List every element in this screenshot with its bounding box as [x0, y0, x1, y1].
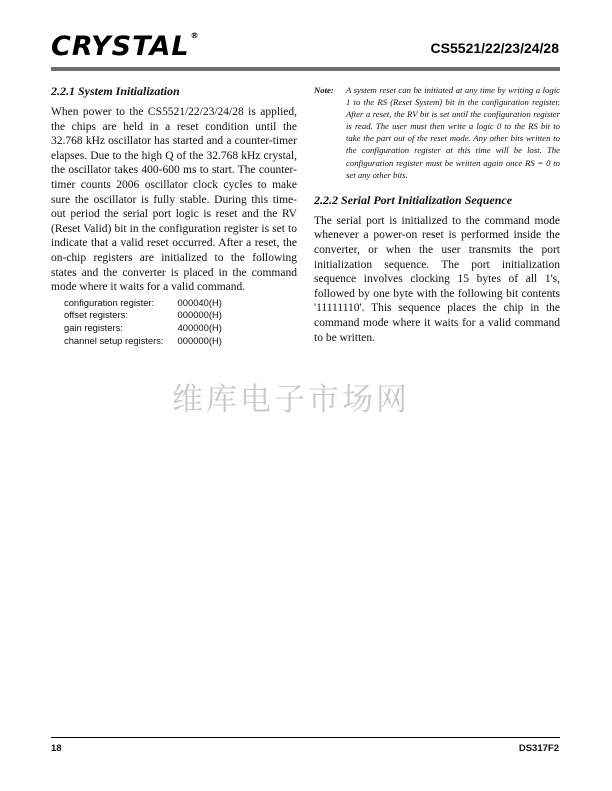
register-name: channel setup registers: — [64, 334, 164, 346]
logo-text: CRYSTAL — [51, 31, 190, 62]
header-rule — [51, 67, 560, 71]
registered-mark: ® — [190, 31, 200, 40]
document-title: CS5521/22/23/24/28 — [430, 40, 559, 56]
register-value: 000000(H) — [177, 309, 222, 321]
register-name: configuration register: — [64, 296, 155, 308]
note-text: A system reset can be initiated at any time by writing a logic 1 to the RS (Reset System) bit in the configuration register. After a reset, the RV bit is set until the configuration register is read. The user must then write a logic 0 to the RS bit to take the part out of the reset mode. Any other bits written to the configuration register at this time will be lost. The configuration register must be written again once RS = 0 to set any other bits. — [346, 85, 560, 180]
serial-port-initialization-paragraph: The serial port is initialized to the command mode whenever a power-on reset is performed inside the converter, or when the user transmits the port initialization sequence. The port initialization sequence involves clocking 15 bytes of all 1's, followed by one byte with the following bit contents '11111110'. This sequence places the chip in the command mode where it waits for a valid command to be written. — [314, 214, 560, 344]
section-heading-system-initialization: 2.2.1 System Initialization — [51, 84, 180, 98]
register-value: 000040(H) — [177, 296, 222, 308]
register-value: 400000(H) — [177, 321, 222, 333]
page-number: 18 — [51, 743, 62, 754]
register-name: gain registers: — [64, 321, 123, 333]
section-heading-serial-port-initialization: 2.2.2 Serial Port Initialization Sequence — [314, 192, 513, 207]
right-column — [314, 84, 560, 345]
footer-rule — [51, 737, 560, 738]
table-row — [64, 335, 222, 348]
note-label: Note: — [314, 85, 334, 95]
table-row — [64, 309, 222, 322]
crystal-logo — [51, 31, 200, 62]
register-value: 000000(H) — [177, 334, 222, 346]
table-row — [64, 297, 222, 310]
register-defaults-table — [64, 297, 222, 347]
document-id: DS317F2 — [518, 743, 559, 754]
reset-note — [314, 84, 560, 181]
table-row — [64, 322, 222, 335]
system-initialization-paragraph: When power to the CS5521/22/23/24/28 is applied, the chips are held in a reset condition until the 32.768 kHz oscillator has started and a counter-timer elapses. Due to the high Q of the 32.768 kHz crystal, the oscillator takes 400-600 ms to start. The counter-timer counts 2006 oscillator clock cycles to make sure the oscillator is fully stable. During this time-out period the serial port logic is reset and the RV (Reset Valid) bit in the configuration register is set to indicate that a valid reset occurred. After a reset, the on-chip registers are initialized to the following states and the converter is placed in the command mode where it waits for a valid command. — [51, 106, 297, 294]
watermark-text: 维库电子市场网 — [172, 382, 410, 418]
register-name: offset registers: — [64, 309, 128, 321]
left-column — [51, 84, 297, 347]
